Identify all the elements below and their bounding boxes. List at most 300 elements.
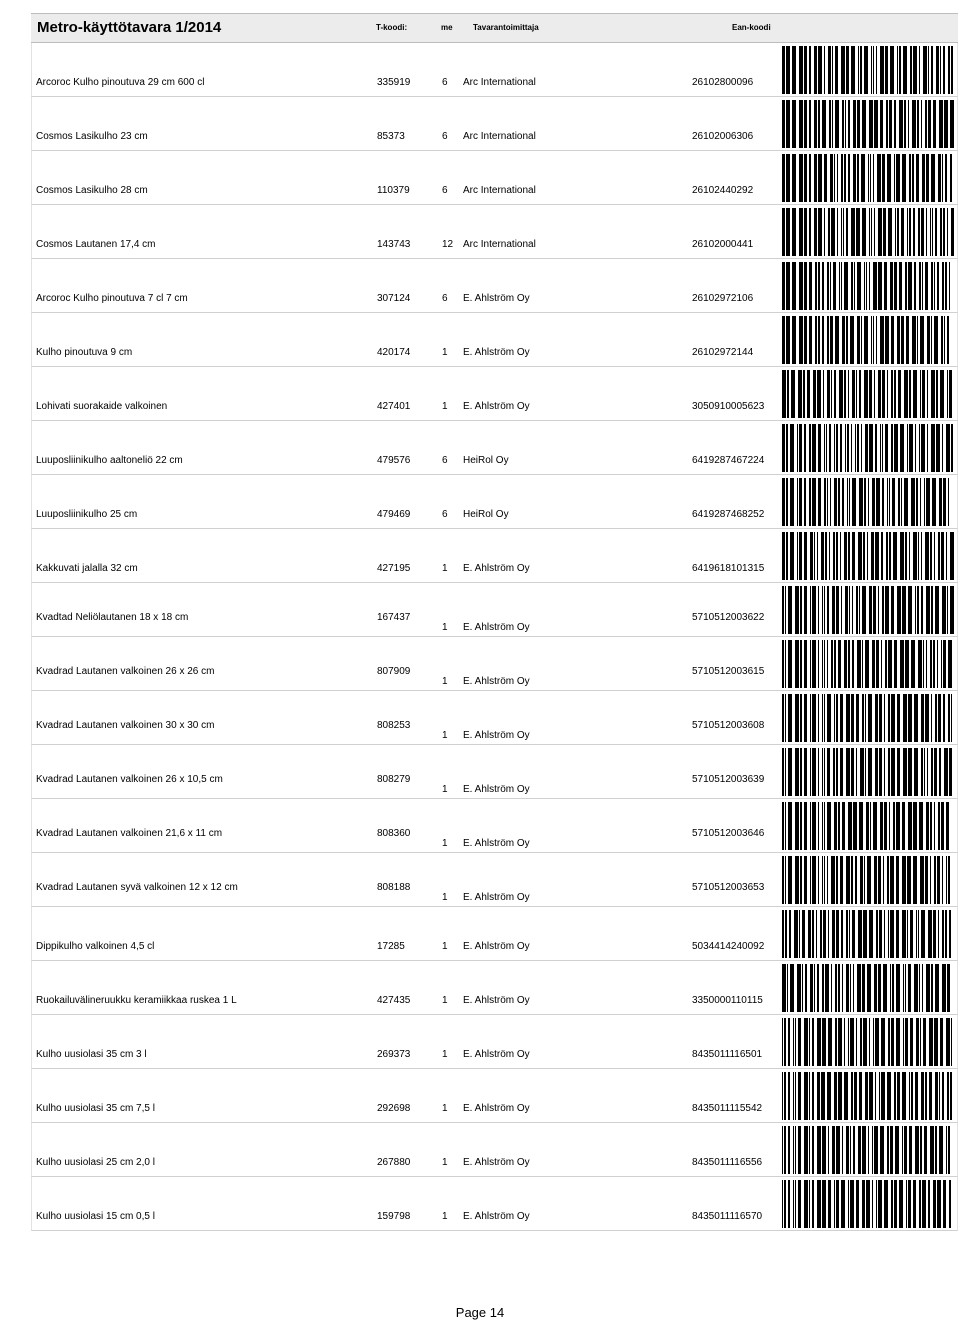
barcode-bar bbox=[782, 1072, 783, 1120]
barcode-bar bbox=[854, 262, 855, 310]
barcode-bar bbox=[890, 46, 894, 94]
product-code: 85373 bbox=[377, 131, 405, 142]
table-row bbox=[31, 853, 958, 907]
barcode-bar bbox=[942, 154, 943, 202]
barcode-bar bbox=[941, 640, 942, 688]
barcode-bar bbox=[899, 262, 902, 310]
barcode-bar bbox=[786, 316, 790, 364]
barcode-bar bbox=[849, 586, 850, 634]
product-supplier: E. Ahlström Oy bbox=[463, 1049, 530, 1060]
barcode-bar bbox=[892, 964, 894, 1012]
barcode-bar bbox=[951, 1018, 952, 1066]
barcode-bar bbox=[824, 586, 825, 634]
barcode-bar bbox=[884, 262, 887, 310]
barcode-bar bbox=[939, 100, 943, 148]
barcode-bar bbox=[804, 532, 807, 580]
barcode-bar bbox=[810, 748, 811, 796]
barcode-bar bbox=[822, 1018, 826, 1066]
barcode-bar bbox=[782, 208, 785, 256]
barcode-bar bbox=[863, 1018, 867, 1066]
product-name: Arcoroc Kulho pinoutuva 29 cm 600 cl bbox=[36, 77, 205, 88]
barcode-bar bbox=[942, 586, 946, 634]
product-code: 307124 bbox=[377, 293, 411, 304]
barcode-bar bbox=[844, 640, 847, 688]
barcode-bar bbox=[824, 748, 825, 796]
table-row bbox=[31, 475, 958, 529]
barcode-bar bbox=[852, 532, 855, 580]
table-row bbox=[31, 1069, 958, 1123]
barcode-bar bbox=[888, 694, 890, 742]
barcode-bar bbox=[836, 1180, 839, 1228]
barcode-bar bbox=[884, 1180, 888, 1228]
barcode-bar bbox=[858, 910, 862, 958]
barcode-bar bbox=[926, 802, 929, 850]
barcode-bar bbox=[897, 1072, 900, 1120]
barcode-bar bbox=[861, 316, 862, 364]
barcode-bar bbox=[883, 964, 887, 1012]
barcode-bar bbox=[782, 478, 785, 526]
product-name: Kvadrad Lautanen valkoinen 26 x 10,5 cm bbox=[36, 774, 223, 785]
barcode-bar bbox=[818, 802, 819, 850]
product-ean: 3350000110115 bbox=[692, 995, 763, 1006]
product-qty: 1 bbox=[442, 1157, 448, 1168]
barcode-bar bbox=[890, 856, 894, 904]
barcode-bar bbox=[891, 694, 895, 742]
barcode-bar bbox=[809, 316, 812, 364]
barcode-bar bbox=[949, 910, 951, 958]
barcode-bar bbox=[831, 208, 835, 256]
product-supplier: Arc International bbox=[463, 131, 536, 142]
header-ean: Ean-koodi bbox=[732, 23, 771, 32]
barcode-bar bbox=[795, 1072, 796, 1120]
barcode-bar bbox=[931, 262, 933, 310]
barcode-bar bbox=[948, 856, 950, 904]
product-ean: 26102000441 bbox=[692, 239, 754, 250]
table-row bbox=[31, 313, 958, 367]
barcode-bar bbox=[798, 1018, 801, 1066]
barcode-bar bbox=[788, 1126, 790, 1174]
barcode-bar bbox=[846, 856, 850, 904]
barcode-bar bbox=[827, 640, 828, 688]
barcode-bar bbox=[895, 1126, 899, 1174]
barcode-bar bbox=[860, 46, 862, 94]
barcode-bar bbox=[804, 424, 806, 472]
barcode-bar bbox=[829, 532, 830, 580]
barcode-bar bbox=[822, 802, 823, 850]
product-qty: 1 bbox=[442, 995, 448, 1006]
barcode-bar bbox=[944, 748, 948, 796]
barcode-bar bbox=[847, 424, 849, 472]
barcode-bar bbox=[809, 154, 811, 202]
barcode-bar bbox=[887, 154, 891, 202]
product-code: 335919 bbox=[377, 77, 411, 88]
barcode-bar bbox=[941, 316, 943, 364]
barcode-bar bbox=[810, 586, 811, 634]
barcode-bar bbox=[818, 154, 822, 202]
barcode-bar bbox=[949, 370, 952, 418]
barcode-bar bbox=[935, 208, 937, 256]
product-qty: 1 bbox=[442, 941, 448, 952]
barcode-bar bbox=[920, 856, 924, 904]
barcode-bar bbox=[818, 748, 819, 796]
barcode-bar bbox=[804, 1018, 808, 1066]
barcode-bar bbox=[818, 640, 819, 688]
barcode-bar bbox=[889, 478, 890, 526]
barcode-bar bbox=[938, 154, 941, 202]
barcode-bar bbox=[786, 46, 790, 94]
barcode-bar bbox=[868, 694, 872, 742]
page-number: Page 14 bbox=[455, 1305, 505, 1320]
barcode-bar bbox=[841, 586, 842, 634]
barcode-bar bbox=[885, 640, 887, 688]
barcode-bar bbox=[866, 802, 869, 850]
barcode-bar bbox=[841, 154, 843, 202]
barcode-bar bbox=[934, 748, 937, 796]
barcode-bar bbox=[845, 424, 846, 472]
barcode-bar bbox=[822, 316, 824, 364]
product-qty: 6 bbox=[442, 455, 448, 466]
product-supplier: HeiRol Oy bbox=[463, 455, 509, 466]
barcode-bar bbox=[782, 640, 784, 688]
barcode-bar bbox=[799, 478, 802, 526]
table-header bbox=[31, 13, 958, 43]
barcode-bar bbox=[813, 370, 816, 418]
barcode-bar bbox=[905, 964, 906, 1012]
barcode-bar bbox=[934, 262, 935, 310]
barcode-bar bbox=[935, 964, 939, 1012]
product-supplier: E. Ahlström Oy bbox=[463, 622, 530, 633]
barcode-bar bbox=[800, 802, 802, 850]
barcode-bar bbox=[868, 154, 869, 202]
barcode-bar bbox=[874, 370, 875, 418]
table-row bbox=[31, 637, 958, 691]
barcode-bar bbox=[836, 910, 839, 958]
barcode-bar bbox=[804, 1126, 808, 1174]
barcode-bar bbox=[824, 208, 825, 256]
barcode-bar bbox=[927, 424, 928, 472]
barcode-bar bbox=[926, 640, 927, 688]
barcode-bar bbox=[844, 1072, 848, 1120]
barcode-bar bbox=[914, 748, 918, 796]
barcode-image bbox=[780, 748, 956, 796]
barcode-bar bbox=[944, 100, 948, 148]
barcode-bar bbox=[798, 370, 802, 418]
barcode-bar bbox=[906, 1180, 907, 1228]
barcode-bar bbox=[867, 532, 868, 580]
barcode-bar bbox=[946, 1018, 950, 1066]
product-code: 427195 bbox=[377, 563, 411, 574]
barcode-bar bbox=[869, 208, 870, 256]
barcode-bar bbox=[938, 802, 940, 850]
barcode-bar bbox=[815, 262, 817, 310]
barcode-bar bbox=[919, 424, 920, 472]
barcode-bar bbox=[944, 316, 945, 364]
barcode-bar bbox=[841, 910, 843, 958]
barcode-bar bbox=[809, 478, 811, 526]
product-name: Kvadrad Lautanen syvä valkoinen 12 x 12 cm bbox=[36, 882, 238, 893]
barcode-bar bbox=[842, 964, 843, 1012]
barcode-bar bbox=[868, 748, 872, 796]
barcode-bar bbox=[858, 46, 859, 94]
barcode-bar bbox=[875, 1018, 879, 1066]
barcode-bar bbox=[836, 424, 838, 472]
barcode-bar bbox=[818, 856, 819, 904]
barcode-bar bbox=[847, 478, 848, 526]
barcode-bar bbox=[912, 100, 916, 148]
barcode-bar bbox=[940, 370, 944, 418]
barcode-bar bbox=[950, 1072, 952, 1120]
barcode-bar bbox=[943, 640, 946, 688]
barcode-bar bbox=[936, 370, 938, 418]
barcode-bar bbox=[784, 1018, 786, 1066]
barcode-bar bbox=[834, 640, 836, 688]
product-name: Cosmos Lasikulho 28 cm bbox=[36, 185, 148, 196]
product-code: 808360 bbox=[377, 828, 411, 839]
product-name: Kulho pinoutuva 9 cm bbox=[36, 347, 133, 358]
barcode-bar bbox=[810, 964, 813, 1012]
barcode-bar bbox=[788, 1180, 790, 1228]
product-supplier: E. Ahlström Oy bbox=[463, 676, 530, 687]
barcode-image bbox=[780, 964, 956, 1012]
barcode-bar bbox=[885, 586, 889, 634]
barcode-bar bbox=[913, 208, 915, 256]
barcode-bar bbox=[923, 1018, 926, 1066]
barcode-bar bbox=[817, 964, 819, 1012]
barcode-bar bbox=[851, 208, 855, 256]
barcode-bar bbox=[842, 1126, 843, 1174]
barcode-image bbox=[780, 154, 956, 202]
barcode-bar bbox=[782, 316, 785, 364]
barcode-bar bbox=[836, 748, 838, 796]
barcode-bar bbox=[942, 856, 943, 904]
barcode-bar bbox=[822, 586, 823, 634]
barcode-bar bbox=[900, 424, 904, 472]
barcode-bar bbox=[927, 316, 930, 364]
barcode-bar bbox=[948, 640, 952, 688]
barcode-bar bbox=[790, 424, 794, 472]
barcode-bar bbox=[922, 370, 925, 418]
barcode-bar bbox=[925, 100, 927, 148]
barcode-bar bbox=[862, 964, 865, 1012]
barcode-bar bbox=[915, 1126, 919, 1174]
barcode-bar bbox=[782, 586, 784, 634]
barcode-bar bbox=[919, 46, 920, 94]
barcode-bar bbox=[862, 100, 866, 148]
barcode-bar bbox=[888, 748, 890, 796]
page-title: Metro-käyttötavara 1/2014 bbox=[37, 19, 222, 36]
product-ean: 6419618101315 bbox=[692, 563, 765, 574]
barcode-bar bbox=[802, 910, 805, 958]
barcode-bar bbox=[946, 802, 949, 850]
barcode-bar bbox=[840, 532, 841, 580]
barcode-bar bbox=[886, 100, 888, 148]
barcode-bar bbox=[929, 1018, 933, 1066]
barcode-bar bbox=[833, 532, 835, 580]
barcode-bar bbox=[814, 964, 815, 1012]
barcode-image bbox=[780, 478, 956, 526]
barcode-bar bbox=[935, 1072, 938, 1120]
barcode-bar bbox=[809, 1018, 810, 1066]
barcode-bar bbox=[936, 46, 939, 94]
barcode-bar bbox=[896, 802, 900, 850]
table-row bbox=[31, 1015, 958, 1069]
barcode-bar bbox=[950, 532, 954, 580]
barcode-bar bbox=[810, 802, 811, 850]
product-name: Kulho uusiolasi 15 cm 0,5 l bbox=[36, 1211, 155, 1222]
barcode-bar bbox=[850, 1126, 851, 1174]
barcode-bar bbox=[804, 262, 807, 310]
product-qty: 1 bbox=[442, 622, 448, 633]
barcode-bar bbox=[812, 586, 816, 634]
table-row bbox=[31, 421, 958, 475]
barcode-bar bbox=[788, 748, 792, 796]
barcode-bar bbox=[903, 694, 907, 742]
product-supplier: HeiRol Oy bbox=[463, 509, 509, 520]
barcode-bar bbox=[888, 910, 889, 958]
barcode-bar bbox=[809, 208, 811, 256]
barcode-bar bbox=[921, 910, 925, 958]
product-qty: 1 bbox=[442, 784, 448, 795]
barcode-bar bbox=[897, 694, 900, 742]
barcode-bar bbox=[904, 478, 908, 526]
barcode-bar bbox=[846, 1126, 849, 1174]
barcode-bar bbox=[787, 964, 788, 1012]
barcode-bar bbox=[853, 1126, 855, 1174]
barcode-bar bbox=[795, 1126, 796, 1174]
barcode-bar bbox=[824, 478, 826, 526]
barcode-bar bbox=[887, 478, 888, 526]
barcode-bar bbox=[885, 424, 888, 472]
product-ean: 5710512003646 bbox=[692, 828, 765, 839]
barcode-bar bbox=[874, 100, 878, 148]
barcode-bar bbox=[945, 910, 947, 958]
barcode-bar bbox=[842, 316, 845, 364]
barcode-bar bbox=[919, 1180, 921, 1228]
barcode-bar bbox=[943, 478, 946, 526]
barcode-bar bbox=[929, 1072, 932, 1120]
barcode-bar bbox=[876, 46, 877, 94]
barcode-bar bbox=[902, 1072, 906, 1120]
barcode-bar bbox=[810, 532, 813, 580]
product-supplier: Arc International bbox=[463, 185, 536, 196]
barcode-bar bbox=[799, 208, 803, 256]
barcode-bar bbox=[894, 640, 897, 688]
product-name: Kvadrad Lautanen valkoinen 21,6 x 11 cm bbox=[36, 828, 223, 839]
product-name: Kulho uusiolasi 35 cm 3 l bbox=[36, 1049, 147, 1060]
barcode-bar bbox=[810, 694, 811, 742]
product-ean: 5034414240092 bbox=[692, 941, 765, 952]
barcode-image bbox=[780, 208, 956, 256]
product-list bbox=[31, 43, 958, 1231]
barcode-bar bbox=[809, 46, 811, 94]
barcode-bar bbox=[948, 478, 949, 526]
barcode-bar bbox=[872, 478, 875, 526]
barcode-bar bbox=[804, 694, 807, 742]
barcode-bar bbox=[804, 208, 807, 256]
barcode-bar bbox=[782, 370, 786, 418]
barcode-bar bbox=[888, 208, 892, 256]
barcode-bar bbox=[857, 100, 860, 148]
barcode-bar bbox=[844, 154, 846, 202]
barcode-bar bbox=[856, 748, 857, 796]
barcode-bar bbox=[824, 154, 827, 202]
barcode-bar bbox=[832, 100, 833, 148]
barcode-bar bbox=[812, 640, 816, 688]
barcode-bar bbox=[902, 154, 906, 202]
barcode-bar bbox=[887, 1126, 889, 1174]
product-supplier: E. Ahlström Oy bbox=[463, 401, 530, 412]
barcode-bar bbox=[890, 964, 891, 1012]
barcode-bar bbox=[897, 208, 899, 256]
barcode-bar bbox=[852, 370, 855, 418]
barcode-bar bbox=[873, 262, 877, 310]
product-name: Dippikulho valkoinen 4,5 cl bbox=[36, 941, 155, 952]
barcode-bar bbox=[825, 964, 829, 1012]
barcode-bar bbox=[922, 262, 923, 310]
product-code: 808188 bbox=[377, 882, 411, 893]
barcode-bar bbox=[833, 748, 835, 796]
barcode-bar bbox=[795, 802, 799, 850]
barcode-bar bbox=[851, 694, 854, 742]
barcode-bar bbox=[853, 100, 856, 148]
barcode-bar bbox=[874, 1126, 878, 1174]
product-name: Kvadtad Neliölautanen 18 x 18 cm bbox=[36, 612, 189, 623]
barcode-bar bbox=[809, 424, 811, 472]
barcode-bar bbox=[925, 856, 928, 904]
barcode-bar bbox=[892, 478, 895, 526]
barcode-bar bbox=[918, 208, 920, 256]
barcode-bar bbox=[855, 424, 856, 472]
barcode-bar bbox=[926, 208, 927, 256]
barcode-bar bbox=[793, 1126, 794, 1174]
barcode-bar bbox=[785, 802, 786, 850]
barcode-bar bbox=[782, 424, 785, 472]
barcode-bar bbox=[915, 586, 916, 634]
barcode-bar bbox=[807, 370, 810, 418]
product-code: 167437 bbox=[377, 612, 411, 623]
product-ean: 3050910005623 bbox=[692, 401, 765, 412]
barcode-bar bbox=[816, 910, 817, 958]
barcode-bar bbox=[899, 1180, 903, 1228]
barcode-bar bbox=[799, 316, 803, 364]
barcode-image bbox=[780, 532, 956, 580]
barcode-bar bbox=[930, 802, 932, 850]
barcode-bar bbox=[893, 802, 895, 850]
barcode-bar bbox=[797, 964, 801, 1012]
product-supplier: Arc International bbox=[463, 77, 536, 88]
barcode-bar bbox=[857, 316, 860, 364]
barcode-bar bbox=[894, 370, 896, 418]
barcode-bar bbox=[799, 424, 802, 472]
barcode-bar bbox=[868, 1126, 869, 1174]
barcode-bar bbox=[786, 478, 788, 526]
barcode-bar bbox=[933, 100, 936, 148]
product-supplier: E. Ahlström Oy bbox=[463, 1211, 530, 1222]
barcode-bar bbox=[848, 370, 849, 418]
barcode-bar bbox=[922, 1180, 926, 1228]
barcode-bar bbox=[797, 424, 798, 472]
barcode-bar bbox=[934, 856, 936, 904]
barcode-bar bbox=[924, 478, 925, 526]
barcode-bar bbox=[871, 532, 874, 580]
barcode-bar bbox=[879, 1072, 880, 1120]
barcode-bar bbox=[822, 748, 823, 796]
barcode-bar bbox=[913, 46, 917, 94]
product-qty: 1 bbox=[442, 892, 448, 903]
product-qty: 1 bbox=[442, 676, 448, 687]
barcode-bar bbox=[894, 154, 895, 202]
barcode-bar bbox=[846, 316, 848, 364]
